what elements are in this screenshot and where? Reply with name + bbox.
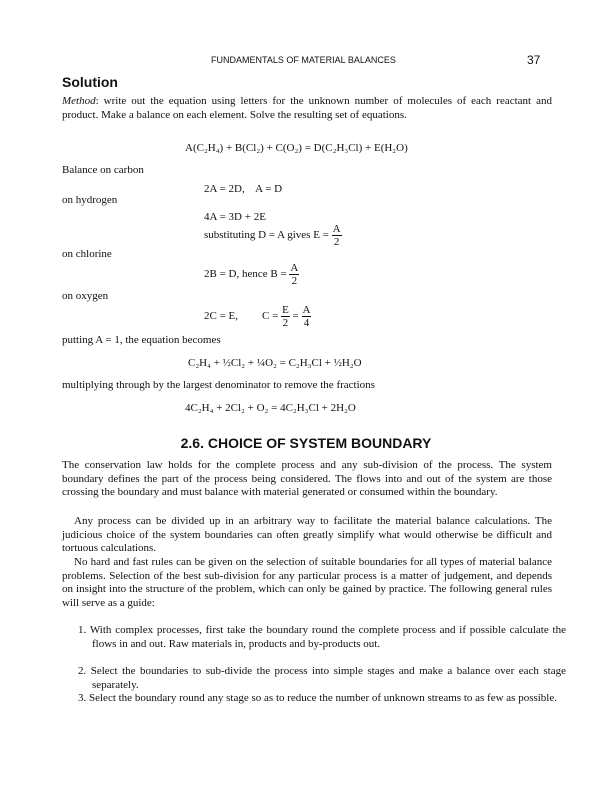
substitution-text: substituting D = A gives E = xyxy=(204,229,332,242)
list-item: 2. Select the boundaries to sub-divide the process into simple stages and make a balance over each stage separately. xyxy=(78,665,566,691)
fraction xyxy=(302,304,312,329)
method-paragraph xyxy=(62,95,552,122)
page-number: 37 xyxy=(527,53,541,67)
oxygen-label: on oxygen xyxy=(62,290,109,302)
carbon-equation: 2A = 2D, A = D xyxy=(204,183,283,195)
oxygen-eq-part: C = xyxy=(262,310,282,323)
fraction xyxy=(281,304,290,329)
solution-heading: Solution xyxy=(62,74,118,90)
method-label: Method xyxy=(62,95,96,107)
denominator: 2 xyxy=(291,275,298,287)
chlorine-label: on chlorine xyxy=(62,248,112,260)
hydrogen-equation: 4A = 3D + 2E xyxy=(204,211,266,223)
fractional-equation: C₂H₄ + ½Cl₂ + ¼O₂ = C₂H₃Cl + ½H₂O xyxy=(188,357,362,369)
oxygen-eq-part: 2C = E, xyxy=(204,310,239,323)
denominator: 2 xyxy=(333,236,340,248)
list-item: 3. Select the boundary round any stage so as to reduce the number of unknown streams to as few as possible. xyxy=(78,692,557,704)
list-item: 1. With complex processes, first take the boundary round the complete process and if possible calculate the flows in and out. Raw materials in, products and by-products out. xyxy=(78,624,566,650)
putting-text: putting A = 1, the equation becomes xyxy=(62,334,221,346)
paragraph: The conservation law holds for the complete process and any sub-division of the process. The system boundary defines the part of the process being considered. The flows into and out of the system are those crossing the boundary and must balance with material generated or consumed within the boundary. xyxy=(62,459,552,499)
chlorine-equation xyxy=(204,262,299,287)
chlorine-text: 2B = D, hence B = xyxy=(204,268,290,281)
method-text: : write out the equation using letters for the unknown number of molecules of each reactant and product. Make a balance on each element. Solve the resulting set of equations. xyxy=(62,95,552,121)
denominator: 4 xyxy=(303,317,310,329)
fraction xyxy=(332,223,342,248)
final-equation: 4C₂H₄ + 2Cl₂ + O₂ = 4C₂H₃Cl + 2H₂O xyxy=(185,402,356,414)
general-equation: A(C₂H₄) + B(Cl₂) + C(O₂) = D(C₂H₃Cl) + E(H₂O) xyxy=(185,142,408,154)
fraction xyxy=(289,262,299,287)
paragraph: No hard and fast rules can be given on the selection of suitable boundaries for all types of material balance problems. Selection of the best sub-division for any particular process is a matter of judgement, and depends on insight into the structure of the problem, which can only be gained by practice. The following general rules will serve as a guide: xyxy=(62,556,552,609)
multiplying-text: multiplying through by the largest denominator to remove the fractions xyxy=(62,379,375,391)
numerator: A xyxy=(302,304,311,316)
carbon-label: Balance on carbon xyxy=(62,164,144,176)
oxygen-equation xyxy=(204,304,311,329)
section-heading: 2.6. CHOICE OF SYSTEM BOUNDARY xyxy=(180,435,432,451)
numerator: E xyxy=(282,304,289,316)
paragraph: Any process can be divided up in an arbitrary way to facilitate the material balance calculations. The judicious choice of the system boundaries can often greatly simplify what would otherwise be difficult and tortuous calculations. xyxy=(62,515,552,555)
denominator: 2 xyxy=(282,317,289,329)
numerator: A xyxy=(332,223,341,235)
hydrogen-label: on hydrogen xyxy=(62,194,118,206)
numerator: A xyxy=(290,262,299,274)
running-header: FUNDAMENTALS OF MATERIAL BALANCES xyxy=(211,55,396,65)
equals: = xyxy=(289,310,302,323)
hydrogen-substitution xyxy=(204,223,342,248)
